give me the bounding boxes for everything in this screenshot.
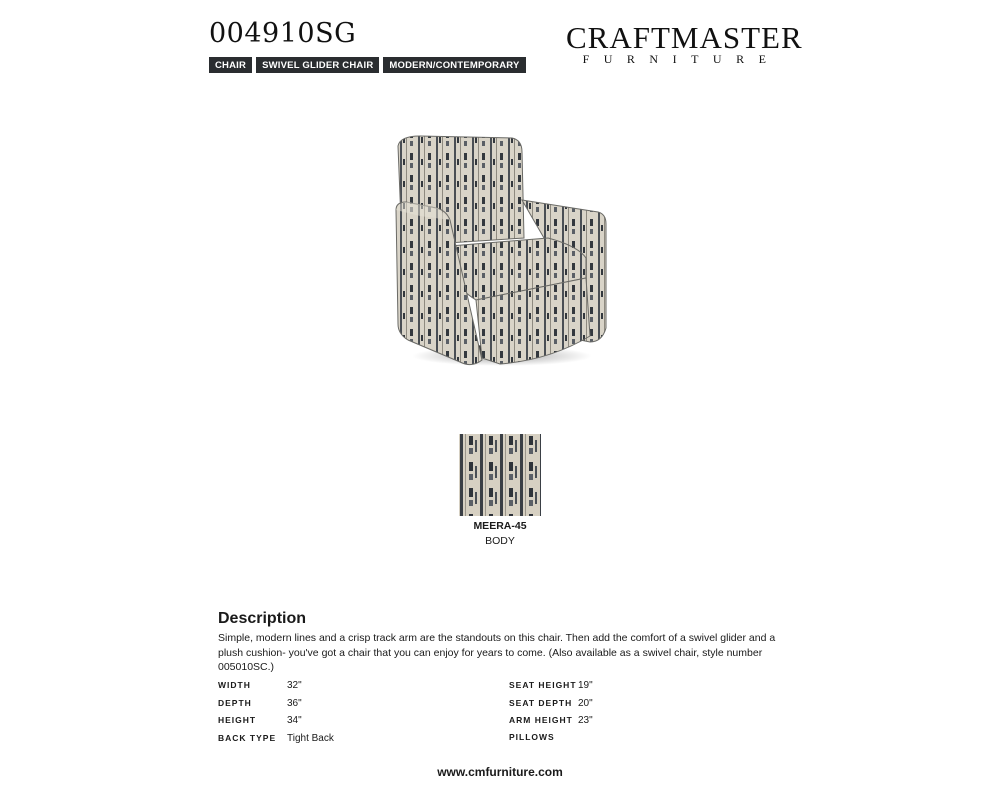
spec-label: SEAT DEPTH xyxy=(509,698,573,708)
spec-label: HEIGHT xyxy=(218,715,257,725)
spec-label: DEPTH xyxy=(218,698,252,708)
spec-value: 19" xyxy=(578,680,593,691)
fabric-code: MEERA-45 xyxy=(473,520,527,532)
fabric-swatch-image xyxy=(459,434,541,516)
website-link[interactable]: www.cmfurniture.com xyxy=(437,765,563,779)
product-image xyxy=(380,128,620,378)
fabric-part: BODY xyxy=(485,535,515,547)
spec-label: WIDTH xyxy=(218,680,251,690)
tag-type: SWIVEL GLIDER CHAIR xyxy=(256,57,379,73)
spec-height xyxy=(218,715,302,726)
spec-pillows xyxy=(509,732,555,742)
spec-seat-height xyxy=(509,680,593,691)
spec-label: SEAT HEIGHT xyxy=(509,680,577,690)
brand-logo xyxy=(566,20,803,67)
spec-value: 20" xyxy=(578,698,593,709)
spec-value: 36" xyxy=(287,698,302,709)
description-text: Simple, modern lines and a crisp track arm are the standouts on this chair. Then add the comfort of a swivel glider and a plush cushion- you've got a chair that you can enjoy for years to come. (Also available as a swivel chair, style number 005010SC.) xyxy=(218,632,776,673)
spec-arm-height xyxy=(509,715,593,726)
description-heading: Description xyxy=(218,610,307,627)
spec-width xyxy=(218,680,302,691)
tag-category: CHAIR xyxy=(209,57,252,73)
spec-label: PILLOWS xyxy=(509,732,555,742)
spec-value: 32" xyxy=(287,680,302,691)
spec-back-type xyxy=(218,733,334,744)
brand-logo-sub: FURNITURE xyxy=(582,52,781,66)
product-sku: 004910SG xyxy=(209,18,357,49)
spec-label: BACK TYPE xyxy=(218,733,277,743)
tag-list xyxy=(209,57,526,73)
spec-value: Tight Back xyxy=(287,733,334,744)
brand-logo-main: CRAFTMASTER xyxy=(566,20,803,55)
spec-label: ARM HEIGHT xyxy=(509,715,573,725)
spec-seat-depth xyxy=(509,698,593,709)
tag-style: MODERN/CONTEMPORARY xyxy=(383,57,525,73)
spec-value: 23" xyxy=(578,715,593,726)
spec-value: 34" xyxy=(287,715,302,726)
spec-depth xyxy=(218,698,302,709)
